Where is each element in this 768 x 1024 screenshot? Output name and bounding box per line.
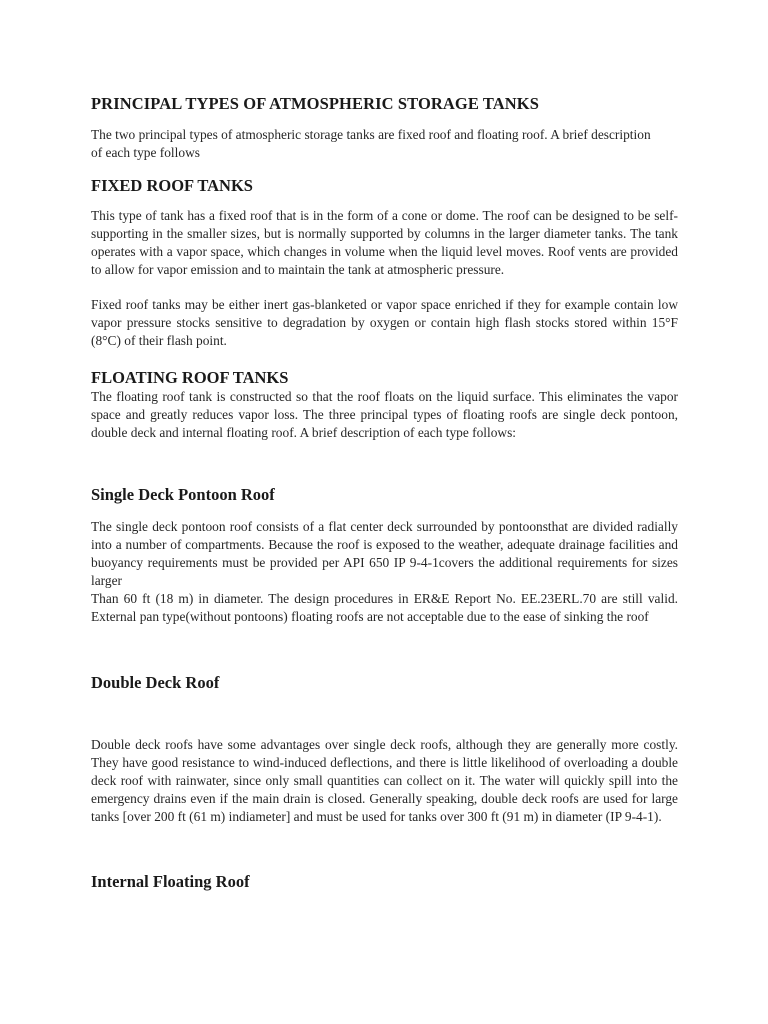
fixed-roof-paragraph-1: This type of tank has a fixed roof that is in the form of a cone or dome. The roof can be designed to be self-supporting in the smaller sizes, but is normally supported by columns in the larger diameter tanks. The tank operates with a vapor space, which changes in volume when the liquid level moves. Roof vents are provided to allow for vapor emission and to maintain the tank at atmospheric pressure.	[91, 208, 678, 277]
single-deck-paragraph-1: The single deck pontoon roof consists of a flat center deck surrounded by pontoonsthat are divided radially into a number of compartments. Because the roof is exposed to the weather, adequate drainage facilities and buoyancy requirements must be provided per API 650 IP 9-4-1covers the additional requirements for sizes larger	[91, 519, 678, 588]
single-deck-heading: Single Deck Pontoon Roof	[91, 485, 275, 504]
intro-paragraph: The two principal types of atmospheric storage tanks are fixed roof and floating roof. A brief description of each type follows	[91, 127, 651, 160]
fixed-roof-heading: FIXED ROOF TANKS	[91, 176, 253, 195]
document-page	[91, 0, 678, 1024]
double-deck-heading: Double Deck Roof	[91, 673, 220, 692]
double-deck-paragraph: Double deck roofs have some advantages over single deck roofs, although they are generally more costly. They have good resistance to wind-induced deflections, and there is little likelihood of overloading a double deck roof with rainwater, since only small quantities can collect on it. The water will quickly spill into the emergency drains even if the main drain is closed. Generally speaking, double deck roofs are used for large tanks [over 200 ft (61 m) indiameter] and must be used for tanks over 300 ft (91 m) in diameter (IP 9-4-1).	[91, 737, 678, 824]
fixed-roof-paragraph-2: Fixed roof tanks may be either inert gas-blanketed or vapor space enriched if they for example contain low vapor pressure stocks sensitive to degradation by oxygen or contain high flash stocks stored within 15°F (8°C) of their flash point.	[91, 297, 678, 348]
internal-floating-heading: Internal Floating Roof	[91, 872, 250, 891]
page-title: PRINCIPAL TYPES OF ATMOSPHERIC STORAGE TANKS	[91, 94, 539, 113]
floating-roof-heading: FLOATING ROOF TANKS	[91, 368, 289, 387]
single-deck-paragraph-2: Than 60 ft (18 m) in diameter. The design procedures in ER&E Report No. EE.23ERL.70 are still valid. External pan type(without pontoons) floating roofs are not acceptable due to the ease of sinking the roof	[91, 591, 678, 624]
floating-roof-paragraph: The floating roof tank is constructed so that the roof floats on the liquid surface. This eliminates the vapor space and greatly reduces vapor loss. The three principal types of floating roofs are single deck pontoon, double deck and internal floating roof. A brief description of each type follows:	[91, 389, 678, 440]
